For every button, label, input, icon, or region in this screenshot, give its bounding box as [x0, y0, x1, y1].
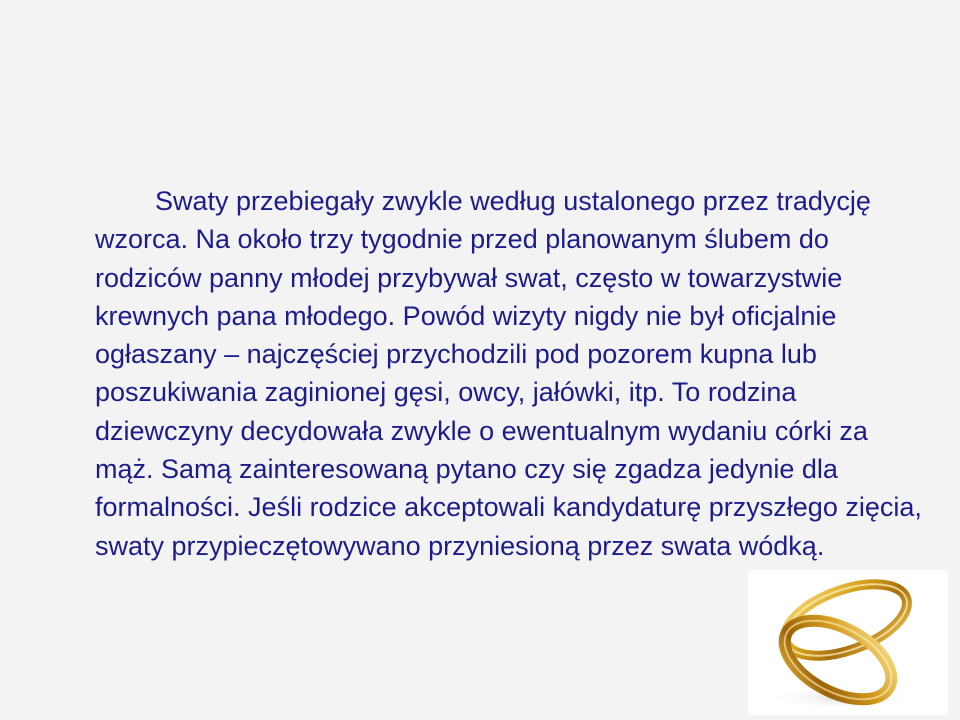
paragraph-line: krewnych pana młodego. Powód wizyty nigdy nie był oficjalnie: [95, 300, 837, 331]
paragraph-line: swaty przypieczętowywano przyniesioną przez swata wódką.: [95, 530, 825, 561]
paragraph-line: ogłaszany – najczęściej przychodzili pod pozorem kupna lub: [95, 339, 817, 370]
paragraph-line: rodziców panny młodej przybywał swat, często w towarzystwie: [95, 262, 843, 293]
paragraph-line: wzorca. Na około trzy tygodnie przed planowanym ślubem do: [95, 224, 829, 255]
paragraph-line: formalności. Jeśli rodzice akceptowali kandydaturę przyszłego zięcia,: [95, 492, 922, 523]
paragraph-line: Swaty przebiegały zwykle według ustalonego przez tradycję: [155, 186, 871, 216]
paragraph-line: mąż. Samą zainteresowaną pytano czy się zgadza jedynie dla: [95, 454, 838, 485]
slide-paragraph: [95, 182, 922, 565]
wedding-rings-illustration: [748, 570, 948, 715]
paragraph-line: poszukiwania zaginionej gęsi, owcy, jałówki, itp. To rodzina: [95, 377, 797, 408]
wedding-rings-image: [748, 570, 948, 715]
paragraph-line: dziewczyny decydowała zwykle o ewentualnym wydaniu córki za: [95, 415, 868, 446]
